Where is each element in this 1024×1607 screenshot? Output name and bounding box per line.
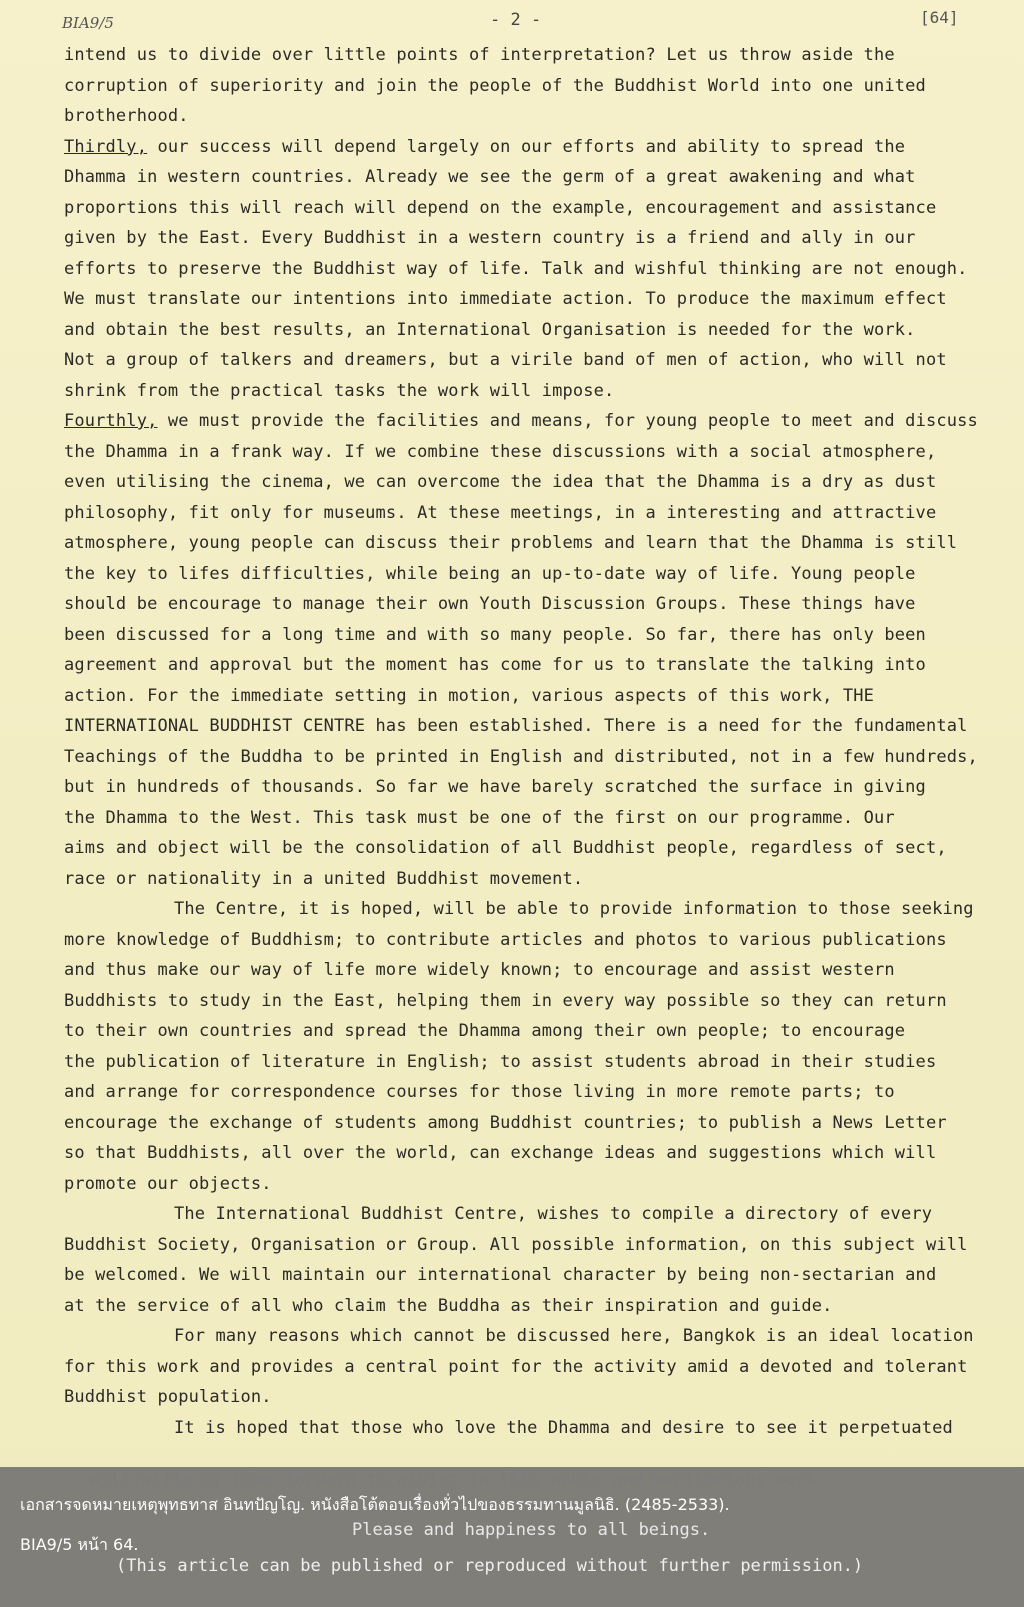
- text-line: for this work and provides a central point for the activity amid a devoted and tolerant: [64, 1356, 968, 1377]
- underlined-heading-word: Thirdly,: [64, 136, 148, 157]
- text-line: Fourthly, we must provide the facilities and means, for young people to meet and discuss: [64, 411, 978, 431]
- text-line: shrink from the practical tasks the work will impose.: [64, 380, 615, 401]
- text-line: even utilising the cinema, we can overcome the idea that the Dhamma is a dry as dust: [64, 472, 937, 492]
- text-line: Buddhist Society, Organisation or Group. All possible information, on this subject will: [64, 1234, 968, 1255]
- text-line: Not a group of talkers and dreamers, but a virile band of men of action, who will not: [64, 350, 947, 370]
- closing-line: Please and happiness to all beings.: [352, 1520, 711, 1540]
- text-line: and obtain the best results, an International Organisation is needed for the work.: [64, 319, 916, 340]
- text-line: corruption of superiority and join the people of the Buddhist World into one united: [64, 75, 926, 96]
- text-line: be welcomed. We will maintain our international character by being non-sectarian and: [64, 1265, 937, 1285]
- text-line: should be encourage to manage their own Youth Discussion Groups. These things have: [64, 594, 916, 614]
- text-line: aims and object will be the consolidation of all Buddhist people, regardless of sect,: [64, 838, 947, 858]
- text-line: We must translate our intentions into immediate action. To produce the maximum effect: [64, 289, 947, 309]
- text-line: to their own countries and spread the Dhamma among their own people; to encourage: [64, 1021, 906, 1041]
- text-line: Thirdly, our success will depend largely on our efforts and ability to spread the: [64, 136, 906, 157]
- permission-note: (This article can be published or reproduced without further permission.): [116, 1556, 864, 1576]
- text-line: promote our objects.: [64, 1173, 272, 1194]
- text-line: Teachings of the Buddha to be printed in English and distributed, not in a few hundreds,: [64, 746, 978, 767]
- text-line: atmosphere, young people can discuss their problems and learn that the Dhamma is still: [64, 533, 958, 553]
- text-line: The Centre, it is hoped, will be able to provide information to those seeking: [174, 899, 974, 919]
- archive-caption: เอกสารจดหมายเหตุพุทธทาส อินทปัญโญ. หนังสือโต้ตอบเรื่องทั่วไปของธรรมทานมูลนิธิ. (2485-2533).: [20, 1495, 730, 1514]
- text-line: the Dhamma to the West. This task must be one of the first on our programme. Our: [64, 807, 895, 828]
- text-line: Buddhist population.: [64, 1387, 272, 1407]
- text-line: brotherhood.: [64, 106, 189, 126]
- text-line: and arrange for correspondence courses for those living in more remote parts; to: [64, 1082, 895, 1102]
- text-line: agreement and approval but the moment has come for us to translate the talking into: [64, 655, 926, 675]
- text-line: the publication of literature in English; to assist students abroad in their studies: [64, 1051, 937, 1072]
- archive-page-reference: BIA9/5 หน้า 64.: [20, 1535, 139, 1554]
- text-line: Buddhists to study in the East, helping them in every way possible so they can return: [64, 990, 947, 1011]
- archive-reference-handwritten: BIA9/5: [62, 14, 114, 32]
- folio-number: [64]: [920, 8, 959, 27]
- text-line: and thus make our way of life more widely known; to encourage and assist western: [64, 960, 895, 980]
- underlined-heading-word: Fourthly,: [64, 411, 158, 431]
- text-line: action. For the immediate setting in motion, various aspects of this work, THE: [64, 685, 875, 706]
- text-line: given by the East. Every Buddhist in a western country is a friend and ally in our: [64, 228, 916, 248]
- text-line: the Dhamma in a frank way. If we combine these discussions with a social atmosphere,: [64, 441, 937, 462]
- text-line: so that Buddhists, all over the world, can exchange ideas and suggestions which will: [64, 1143, 937, 1163]
- text-line: intend us to divide over little points of interpretation? Let us throw aside the: [64, 45, 895, 65]
- text-line: Dhamma in western countries. Already we see the germ of a great awakening and what: [64, 167, 916, 187]
- text-line: more knowledge of Buddhism; to contribute articles and photos to various publications: [64, 929, 947, 950]
- text-line: the key to lifes difficulties, while being an up-to-date way of life. Young people: [64, 563, 916, 584]
- text-line: encourage the exchange of students among Buddhist countries; to publish a News Letter: [64, 1112, 947, 1133]
- text-line: philosophy, fit only for museums. At these meetings, in a interesting and attractive: [64, 502, 937, 523]
- text-line: INTERNATIONAL BUDDHIST CENTRE has been established. There is a need for the fundamental: [64, 716, 968, 736]
- text-line: been discussed for a long time and with so many people. So far, there has only been: [64, 624, 926, 645]
- text-line: For many reasons which cannot be discussed here, Bangkok is an ideal location: [174, 1326, 974, 1346]
- text-line: It is hoped that those who love the Dhamma and desire to see it perpetuated: [174, 1417, 953, 1438]
- typed-text-body: [64, 40, 994, 1443]
- text-line: at the service of all who claim the Buddha as their inspiration and guide.: [64, 1295, 833, 1316]
- text-line: efforts to preserve the Buddhist way of life. Talk and wishful thinking are not enough.: [64, 258, 968, 279]
- text-line: race or nationality in a united Buddhist movement.: [64, 868, 584, 889]
- text-line: The International Buddhist Centre, wishes to compile a directory of every: [174, 1204, 933, 1224]
- page-number: - 2 -: [490, 10, 542, 30]
- text-line: proportions this will reach will depend on the example, encouragement and assistance: [64, 197, 937, 218]
- text-line: but in hundreds of thousands. So far we have barely scratched the surface in giving: [64, 777, 926, 797]
